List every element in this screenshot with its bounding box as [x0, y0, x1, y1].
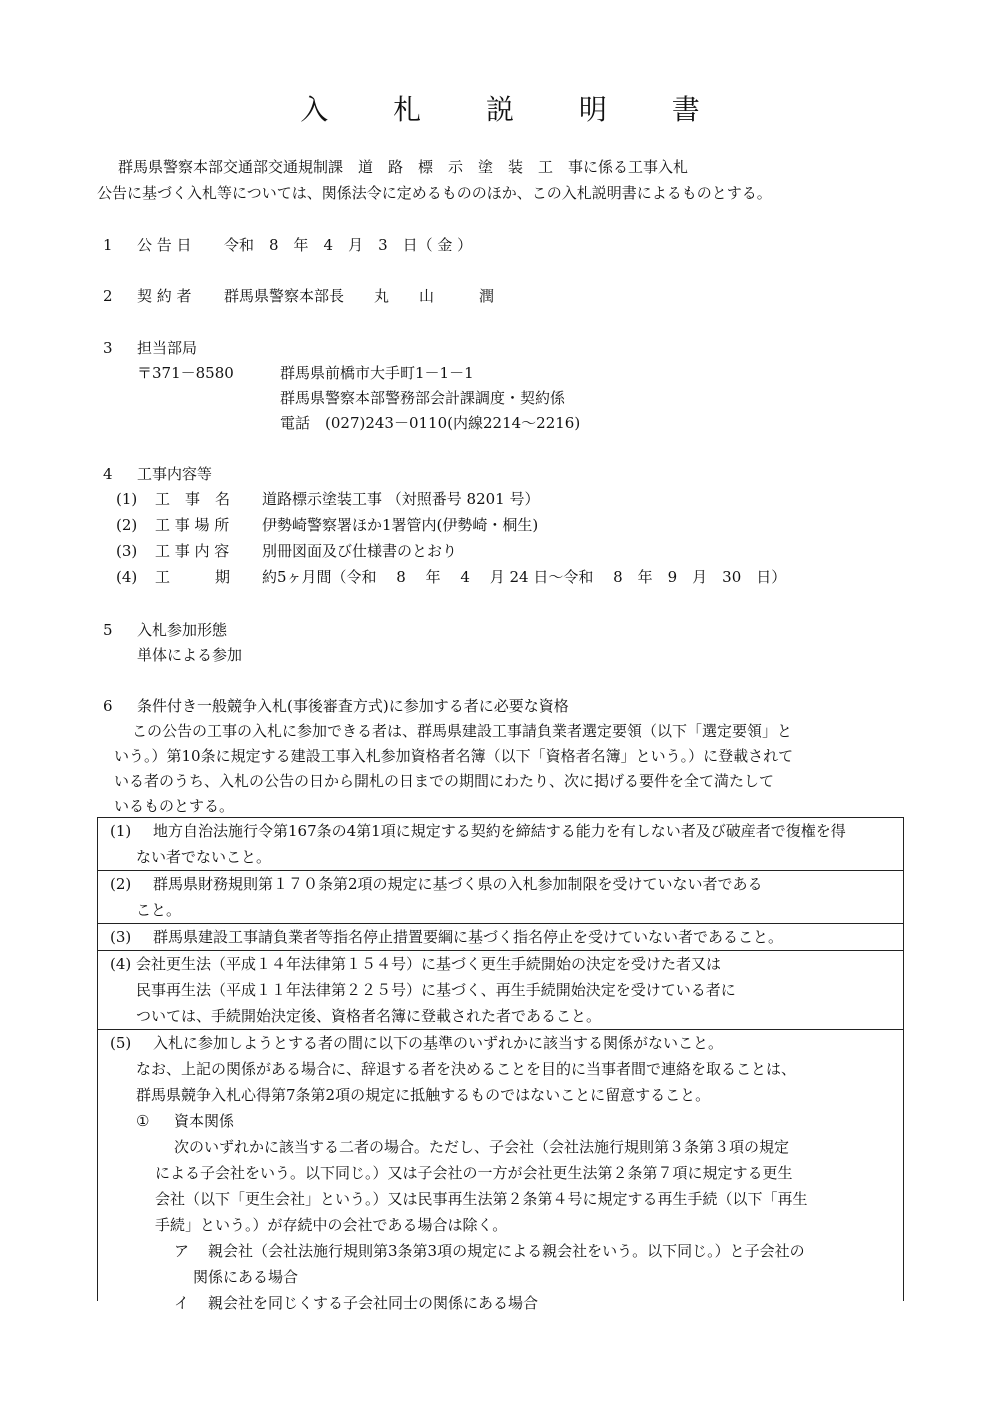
- row-text: ついては、手続開始決定後、資格者名簿に登載された者であること。: [136, 1007, 602, 1025]
- sec6-para-line: いるものとする。: [114, 797, 235, 815]
- sub-para-line: 手続」という。）が存続中の会社である場合は除く。: [155, 1216, 508, 1234]
- sec6-label: 条件付き一般競争入札(事後審査方式)に参加する者に必要な資格: [137, 697, 569, 715]
- intro-line-2: 公告に基づく入札等については、関係法令に定めるもののほか、この入札説明書によるものとする。: [97, 184, 772, 202]
- row-text: 会社更生法（平成１４年法律第１５４号）に基づく更生手続開始の決定を受けた者又は: [136, 955, 722, 973]
- sec4-item-label: 工 事 内 容: [155, 542, 230, 560]
- sec4-item-value: 伊勢崎警察署ほか1署管内(伊勢崎・桐生): [262, 516, 539, 534]
- row-text: 群馬県財務規則第１７０条第2項の規定に基づく県の入札参加制限を受けていない者である: [153, 875, 763, 893]
- sec4-item-value: 約5ヶ月間（令和 8 年 4 月 24 日～令和 8 年 9 月 30 日）: [262, 568, 787, 586]
- sec3-dept: 群馬県警察本部警務部会計課調度・契約係: [280, 389, 566, 407]
- sec4-item-value: 別冊図面及び仕様書のとおり: [262, 542, 458, 560]
- sec4-item-label: 工 事 名: [155, 490, 231, 508]
- sec4-item-label: 工 事 場 所: [155, 516, 230, 534]
- item-text: 親会社（会社法施行規則第3条第3項の規定による親会社をいう。以下同じ。）と子会社の: [208, 1242, 805, 1260]
- sec2-num: 2: [103, 287, 113, 305]
- sec4-item-num: (3): [116, 542, 138, 560]
- sec3-address: 群馬県前橋市大手町1－1－1: [280, 364, 474, 382]
- sec4-item-num: (4): [116, 568, 138, 586]
- row-text: なお、上記の関係がある場合に、辞退する者を決めることを目的に当事者間で連絡を取ることは、: [136, 1060, 797, 1078]
- intro-line-1: 群馬県警察本部交通部交通規制課 道 路 標 示 塗 装 工 事に係る工事入札: [118, 158, 689, 176]
- item-mark: イ: [174, 1294, 190, 1312]
- sec3-phone: 電話 (027)243－0110(内線2214～2216): [280, 414, 581, 432]
- sub-para-line: 会社（以下「更生会社」という。）又は民事再生法第２条第４号に規定する再生手続（以下「再生: [155, 1190, 808, 1208]
- item-text: 関係にある場合: [193, 1268, 299, 1286]
- sec2-value: 群馬県警察本部長 丸 山 潤: [224, 287, 495, 305]
- sec4-item-label: 工 期: [155, 568, 231, 586]
- sec2-label: 契 約 者: [137, 287, 192, 305]
- row-text: ない者でないこと。: [136, 848, 272, 866]
- sec5-num: 5: [103, 621, 113, 639]
- sub-label: 資本関係: [174, 1112, 235, 1130]
- sec1-num: 1: [103, 236, 113, 254]
- sub-para-line: による子会社をいう。以下同じ。）又は子会社の一方が会社更生法第２条第７項に規定する更生: [155, 1164, 793, 1182]
- sec1-value: 令和 8 年 4 月 3 日（ 金 ）: [224, 236, 473, 254]
- row-num: (5): [110, 1034, 132, 1052]
- row-text: 地方自治法施行令第167条の4第1項に規定する契約を締結する能力を有しない者及び破産者で復権を得: [153, 822, 846, 840]
- sub-para-line: 次のいずれかに該当する二者の場合。ただし、子会社（会社法施行規則第３条第３項の規定: [174, 1138, 790, 1156]
- sec3-label: 担当部局: [137, 339, 198, 357]
- sec4-label: 工事内容等: [137, 465, 213, 483]
- table-row: [98, 817, 903, 870]
- sec4-num: 4: [103, 465, 113, 483]
- sec3-postal: 〒371－8580: [137, 364, 234, 382]
- sec5-value: 単体による参加: [137, 646, 243, 664]
- row-text: こと。: [136, 901, 182, 919]
- sec4-item-num: (2): [116, 516, 138, 534]
- row-num: (2): [110, 875, 132, 893]
- sec6-para-line: いう。）第10条に規定する建設工事入札参加資格者名簿（以下「資格者名簿」という。）に登載されて: [114, 747, 794, 765]
- row-text: 入札に参加しようとする者の間に以下の基準のいずれかに該当する関係がないこと。: [153, 1034, 724, 1052]
- table-row: [98, 950, 903, 1029]
- row-num: (4): [110, 955, 132, 973]
- sec4-item-value: 道路標示塗装工事 （対照番号 8201 号）: [262, 490, 540, 508]
- sec4-item-num: (1): [116, 490, 138, 508]
- row-num: (1): [110, 822, 132, 840]
- sec6-para-line: この公告の工事の入札に参加できる者は、群馬県建設工事請負業者選定要領（以下「選定要領」と: [132, 722, 793, 740]
- row-text: 民事再生法（平成１１年法律第２２５号）に基づく、再生手続開始決定を受けている者に: [136, 981, 736, 999]
- row-text: 群馬県競争入札心得第7条第2項の規定に抵触するものではないことに留意すること。: [136, 1086, 711, 1104]
- item-text: 親会社を同じくする子会社同士の関係にある場合: [208, 1294, 539, 1312]
- row-num: (3): [110, 928, 132, 946]
- item-mark: ア: [174, 1242, 190, 1260]
- sec1-label: 公 告 日: [137, 236, 192, 254]
- sec6-para-line: いる者のうち、入札の公告の日から開札の日までの期間にわたり、次に掲げる要件を全て満たして: [114, 772, 775, 790]
- row-text: 群馬県建設工事請負業者等指名停止措置要綱に基づく指名停止を受けていない者であること。: [153, 928, 784, 946]
- table-row: [98, 1029, 903, 1316]
- document-title: 入 札 説 明 書: [300, 93, 728, 126]
- sub-num: ①: [136, 1112, 150, 1130]
- sec5-label: 入札参加形態: [137, 621, 228, 639]
- table-row: [98, 923, 903, 950]
- requirements-table: [97, 817, 904, 1312]
- sec6-num: 6: [103, 697, 113, 715]
- sec3-num: 3: [103, 339, 113, 357]
- table-row: [98, 870, 903, 923]
